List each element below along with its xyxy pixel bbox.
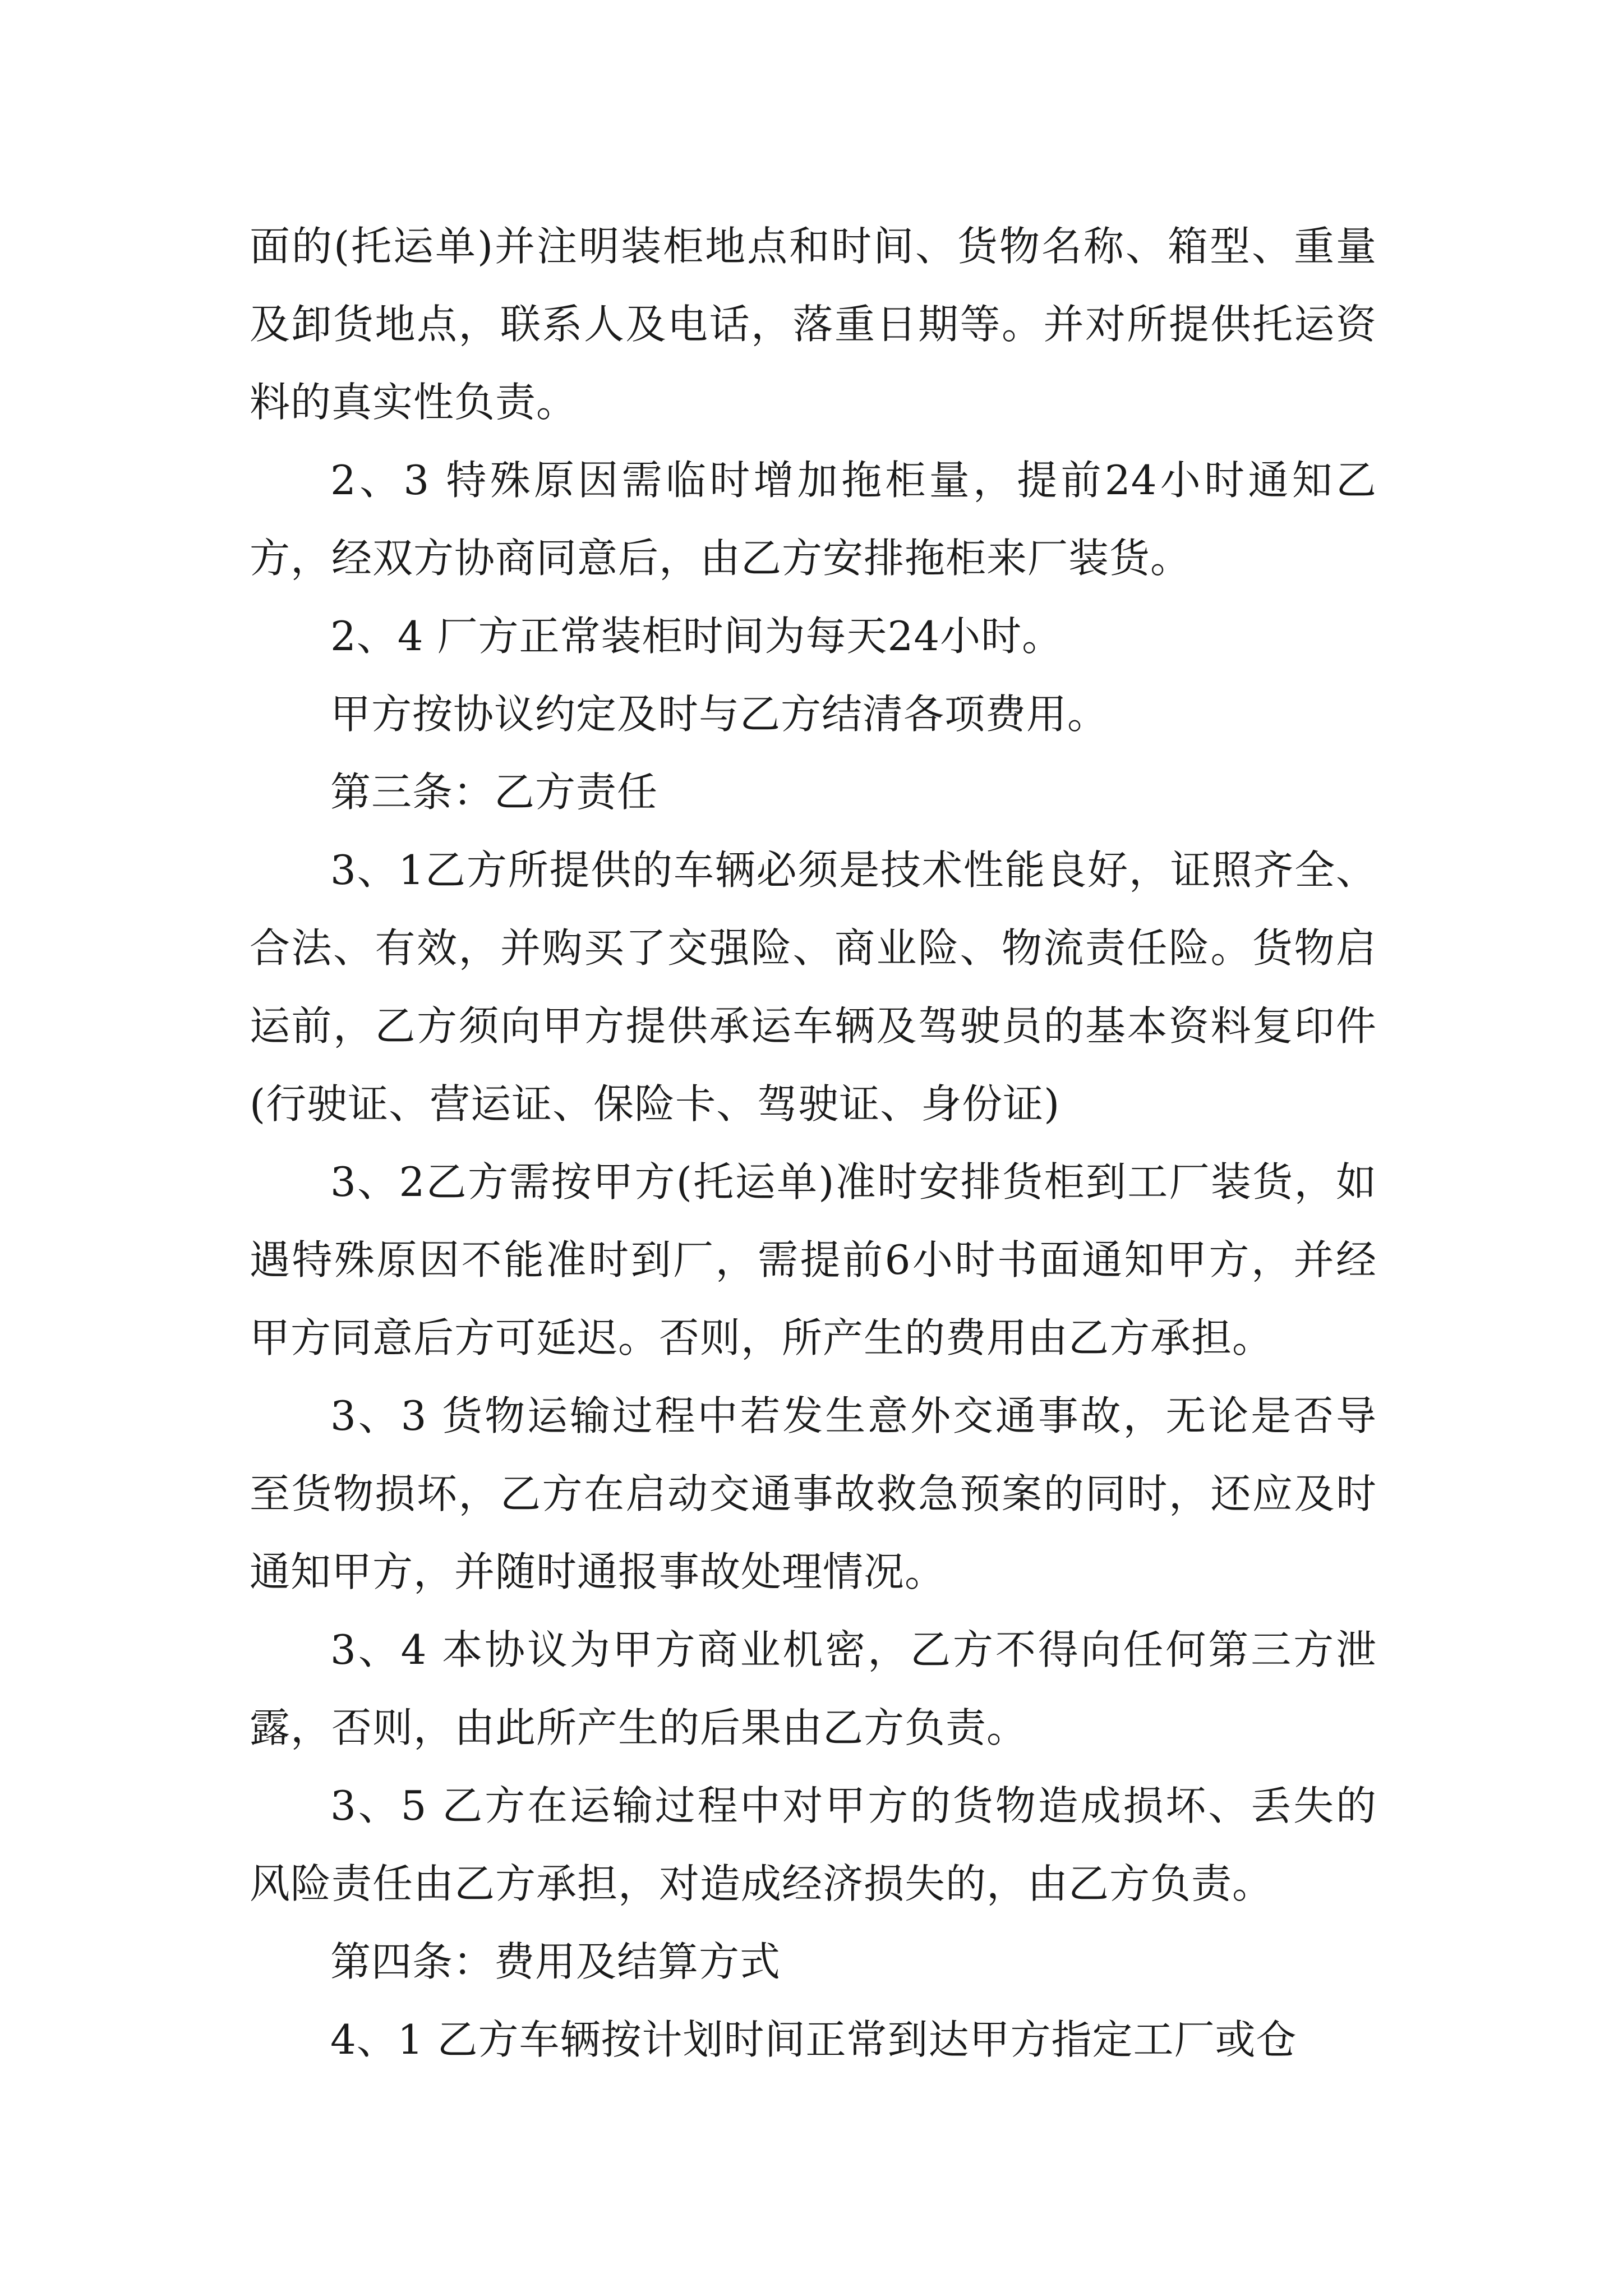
paragraph-clause-3-4: 3、4 本协议为甲方商业机密，乙方不得向任何第三方泄露，否则，由此所产生的后果由乙方负责。 [250, 1626, 1377, 1751]
paragraph-clause-3-5: 3、5 乙方在运输过程中对甲方的货物造成损坏、丢失的风险责任由乙方承担，对造成经济损失的，由乙方负责。 [250, 1782, 1377, 1907]
document-body [250, 208, 1377, 2079]
paragraph-clause-3-2: 3、2乙方需按甲方(托运单)准时安排货柜到工厂装货，如遇特殊原因不能准时到厂，需提前6小时书面通知甲方，并经甲方同意后方可延迟。否则，所产生的费用由乙方承担。 [250, 1158, 1377, 1361]
paragraph-clause-4-1: 4、1 乙方车辆按计划时间正常到达甲方指定工厂或仓 [330, 2016, 1297, 2063]
paragraph-clause-2-4: 2、4 厂方正常装柜时间为每天24小时。 [330, 613, 1063, 660]
paragraph-clause-3-1: 3、1乙方所提供的车辆必须是技术性能良好，证照齐全、合法、有效，并购买了交强险、商业险、物流责任险。货物启运前，乙方须向甲方提供承运车辆及驾驶员的基本资料复印件(行驶证、营运证、保险卡、驾驶证、身份证) [250, 846, 1377, 1128]
paragraph-party-a-settlement: 甲方按协议约定及时与乙方结清各项费用。 [330, 691, 1109, 738]
paragraph-clause-3-3: 3、3 货物运输过程中若发生意外交通事故，无论是否导至货物损坏，乙方在启动交通事故救急预案的同时，还应及时通知甲方，并随时通报事故处理情况。 [250, 1392, 1377, 1595]
paragraph-clause-2-3: 2、3 特殊原因需临时增加拖柜量，提前24小时通知乙方，经双方协商同意后，由乙方安排拖柜来厂装货。 [250, 457, 1377, 582]
section-heading-article-3: 第三条：乙方责任 [330, 769, 658, 816]
section-heading-article-4: 第四条：费用及结算方式 [330, 1938, 781, 1985]
paragraph-consignment-note-continued: 面的(托运单)并注明装柜地点和时间、货物名称、箱型、重量及卸货地点，联系人及电话，落重日期等。并对所提供托运资料的真实性负责。 [250, 223, 1377, 426]
